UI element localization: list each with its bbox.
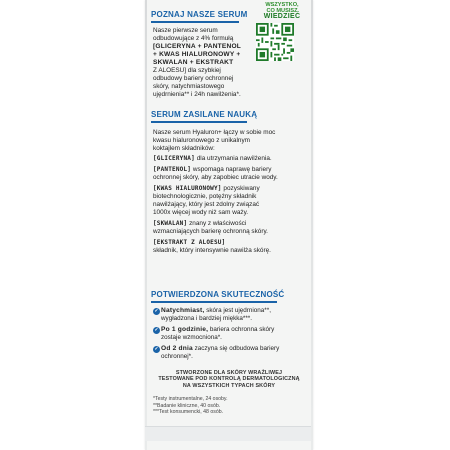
ingredient-desc: 1000x więcej wody niż sam waży. — [153, 209, 249, 216]
ingredient-desc: wzmacniających barierę ochronną skóry. — [153, 228, 268, 235]
effect-item — [161, 326, 306, 341]
effect-text: ochronnej*. — [161, 352, 193, 360]
footnote: **Badanie kliniczne, 40 osób. — [153, 402, 221, 409]
effect-text: zostaje wzmocniona*. — [161, 333, 222, 341]
footnote: ***Test konsumencki, 48 osób. — [153, 409, 224, 416]
ingredient-desc: dla utrzymania nawilżenia. — [196, 155, 272, 162]
effect-bold: Po 1 godzinie, — [161, 326, 209, 333]
ingredient-desc: pozyskiwany — [223, 185, 260, 192]
title-underline — [151, 301, 277, 303]
intro-line: + KWAS HIALURONOWY + — [153, 51, 241, 58]
qr-block[interactable] — [256, 2, 308, 102]
ingredient-desc: nawilżający, który jest zdolny związać — [153, 201, 260, 208]
effect-item — [161, 307, 306, 322]
ingredient-desc: ochronnej skóry, aby zapobiec utracie wody. — [153, 174, 278, 181]
intro-line: odbudowy bariery ochronnej — [153, 75, 234, 82]
check-icon: ✓ — [154, 346, 159, 352]
ingredient-desc: biotechnologicznie, potężny składnik — [153, 193, 257, 200]
intro-line: ujędrnienia** i 24h nawilżenia*. — [153, 91, 241, 98]
box-bottom-flap — [145, 426, 313, 441]
science-intro-line: kwasu hialuronowego z unikalnym — [153, 137, 250, 144]
ingredient-name: [GLICERYNA] — [153, 155, 195, 162]
intro-line: [GLICERYNA + PANTENOL — [153, 43, 242, 50]
effect-item — [161, 345, 306, 360]
ingredient-name: [SKWALAN] — [153, 220, 188, 227]
ingredient-name: [EKSTRAKT Z ALOESU] — [153, 239, 226, 246]
qr-code-icon[interactable] — [256, 23, 294, 61]
science-intro-line: koktajlem składników: — [153, 145, 215, 152]
claim-line: NA WSZYSTKICH TYPACH SKÓRY — [182, 382, 276, 389]
title-underline — [151, 21, 239, 23]
ingredient-desc: składnik, który intensywnie nawilża skórę. — [153, 247, 271, 254]
science-intro — [153, 129, 305, 153]
ingredient-item — [153, 155, 308, 163]
intro-line: skóry, natychmiastowego — [153, 83, 225, 90]
section-title-skutecznosc: POTWIERDZONA SKUTECZNOŚĆ — [151, 290, 285, 299]
intro-paragraph — [153, 27, 263, 99]
check-icon: ✓ — [154, 327, 159, 333]
footnote: *Testy instrumentalne, 24 osoby. — [153, 396, 228, 402]
intro-line: odbudowujące z 4% formułą — [153, 35, 234, 42]
ingredient-desc: wspomaga naprawę bariery — [192, 166, 272, 173]
qr-caption — [256, 2, 308, 21]
effect-bold: Natychmiast, — [161, 307, 205, 314]
product-box-panel — [145, 0, 313, 450]
ingredient-desc: znany z właściwości — [189, 220, 247, 227]
section-title-poznaj: POZNAJ NASZE SERUM — [151, 10, 248, 19]
title-underline — [151, 121, 247, 123]
dermatology-claim — [145, 370, 313, 389]
claim-line: STWORZONE DLA SKÓRY WRAŻLIWEJ — [175, 370, 283, 376]
ingredient-item — [153, 239, 308, 255]
intro-line: SKWALAN + EKSTRAKT — [153, 59, 234, 66]
footnotes — [153, 396, 228, 416]
ingredient-list — [153, 155, 308, 255]
qr-caption-line: WSZYSTKO, — [265, 2, 299, 8]
intro-line: Z ALOESU] dla szybkiej — [153, 67, 221, 74]
ingredient-name: [KWAS HIALURONOWY] — [153, 185, 222, 192]
qr-caption-line: CO MUSISZ — [266, 8, 298, 15]
check-icon: ✓ — [154, 308, 159, 314]
ingredient-item — [153, 220, 308, 236]
ingredient-name: [PANTENOL] — [153, 166, 192, 173]
effect-text: bariera ochronna skóry — [209, 326, 275, 333]
effect-text: wygładzona i bardziej miękka***. — [161, 314, 253, 322]
effect-text: zaczyna się odbudowa bariery — [194, 345, 280, 352]
effect-text: skóra jest ujędrniona**, — [206, 307, 271, 314]
section-title-nauka: SERUM ZASILANE NAUKĄ — [151, 110, 258, 119]
qr-caption-line: WIEDZIEĆ — [263, 13, 301, 21]
ingredient-item — [153, 166, 308, 182]
science-intro-line: Nasze serum Hyaluron+ łączy w sobie moc — [153, 129, 276, 136]
claim-line: TESTOWANE POD KONTROLĄ DERMATOLOGICZNĄ — [158, 376, 300, 383]
intro-line: Nasze pierwsze serum — [153, 27, 218, 34]
ingredient-item — [153, 185, 308, 217]
effect-bold: Od 2 dnia — [161, 345, 193, 352]
